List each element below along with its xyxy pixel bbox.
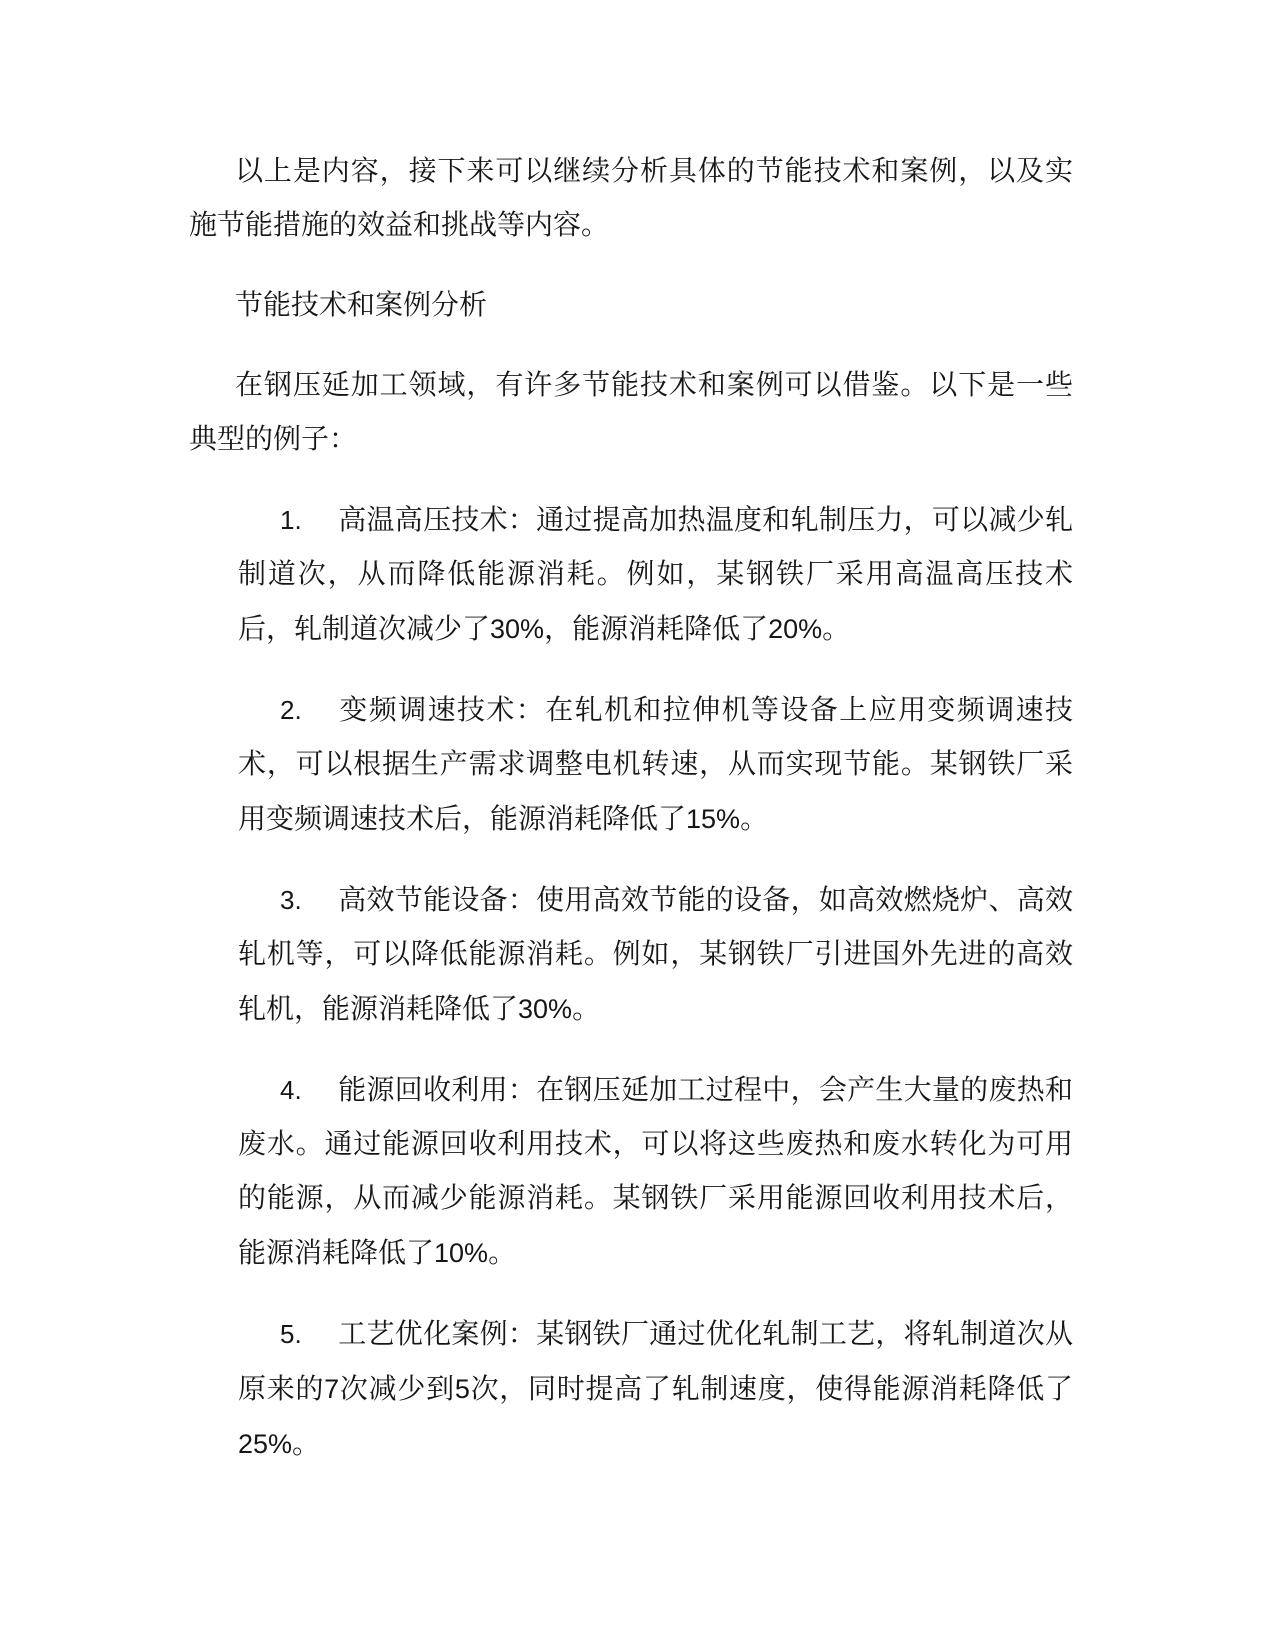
list-item-5	[238, 1307, 1073, 1472]
document-body	[189, 145, 1073, 1498]
list-item-5-number: 5.	[280, 1319, 302, 1349]
list-item-2	[238, 683, 1073, 847]
list-item-2-number: 2.	[280, 695, 302, 725]
list-item-1-number: 1.	[280, 505, 302, 535]
list-item-4-number: 4.	[280, 1075, 302, 1105]
intro-paragraph: 以上是内容，接下来可以继续分析具体的节能技术和案例，以及实施节能措施的效益和挑战等内容。	[189, 156, 1073, 241]
list-item-4	[238, 1063, 1073, 1281]
list-item-3-number: 3.	[280, 885, 302, 915]
list-item-3-text: 高效节能设备：使用高效节能的设备，如高效燃烧炉、高效轧机等，可以降低能源消耗。例如，某钢铁厂引进国外先进的高效轧机，能源消耗降低了30%。	[238, 885, 1073, 1025]
list-item-1	[238, 493, 1073, 657]
list-item-3	[238, 873, 1073, 1037]
list-item-4-text: 能源回收利用：在钢压延加工过程中，会产生大量的废热和废水。通过能源回收利用技术，可以将这些废热和废水转化为可用的能源，从而减少能源消耗。某钢铁厂采用能源回收利用技术后，能源消耗降低了10%。	[238, 1075, 1073, 1269]
section-heading: 节能技术和案例分析	[235, 290, 488, 321]
list-item-5-text: 工艺优化案例：某钢铁厂通过优化轧制工艺，将轧制道次从原来的7次减少到5次，同时提高了轧制速度，使得能源消耗降低了25%。	[238, 1319, 1073, 1460]
list-item-1-text: 高温高压技术：通过提高加热温度和轧制压力，可以减少轧制道次，从而降低能源消耗。例如，某钢铁厂采用高温高压技术后，轧制道次减少了30%，能源消耗降低了20%。	[238, 505, 1073, 645]
list-item-2-text: 变频调速技术：在轧机和拉伸机等设备上应用变频调速技术，可以根据生产需求调整电机转速，从而实现节能。某钢铁厂采用变频调速技术后，能源消耗降低了15%。	[238, 695, 1073, 835]
section-intro-paragraph: 在钢压延加工领域，有许多节能技术和案例可以借鉴。以下是一些典型的例子：	[189, 370, 1073, 455]
